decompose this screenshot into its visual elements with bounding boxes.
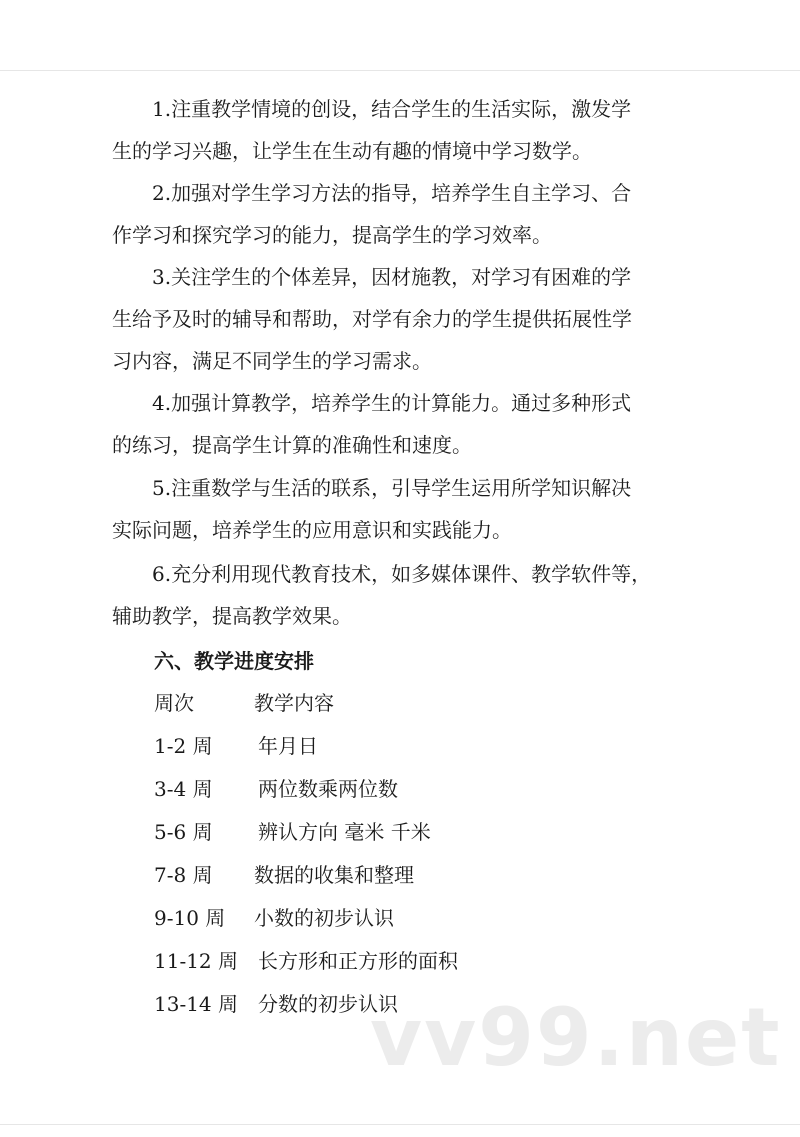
schedule-row bbox=[154, 725, 574, 768]
week-cell: 13-14 周 bbox=[154, 992, 239, 1016]
schedule-row bbox=[154, 768, 574, 811]
schedule-row bbox=[154, 811, 574, 854]
schedule-row bbox=[154, 854, 574, 897]
watermark: vv99.net bbox=[370, 991, 782, 1084]
content-cell: 长方形和正方形的面积 bbox=[258, 949, 458, 973]
content-cell: 分数的初步认识 bbox=[258, 992, 398, 1016]
content-column-header: 教学内容 bbox=[254, 691, 334, 715]
week-cell: 1-2 周 bbox=[154, 734, 213, 758]
paragraph-1 bbox=[112, 88, 692, 172]
week-cell: 3-4 周 bbox=[154, 777, 213, 801]
paragraph-line: 3.关注学生的个体差异，因材施教，对学习有困难的学 bbox=[152, 265, 632, 289]
paragraph-line: 的练习，提高学生计算的准确性和速度。 bbox=[112, 433, 472, 457]
week-cell: 7-8 周 bbox=[154, 863, 213, 887]
section-heading: 六、教学进度安排 bbox=[154, 649, 314, 673]
paragraph-5 bbox=[112, 467, 692, 551]
paragraph-line: 生的学习兴趣，让学生在生动有趣的情境中学习数学。 bbox=[112, 139, 592, 163]
paragraph-line: 4.加强计算教学，培养学生的计算能力。通过多种形式 bbox=[152, 391, 632, 415]
content-cell: 年月日 bbox=[258, 734, 318, 758]
paragraph-line: 1.注重教学情境的创设，结合学生的生活实际，激发学 bbox=[152, 97, 632, 121]
week-column-header: 周次 bbox=[154, 691, 194, 715]
paragraph-line: 5.注重数学与生活的联系，引导学生运用所学知识解决 bbox=[152, 476, 632, 500]
content-cell: 两位数乘两位数 bbox=[258, 777, 398, 801]
paragraph-3 bbox=[112, 256, 692, 382]
paragraph-line: 辅助教学，提高教学效果。 bbox=[112, 604, 352, 628]
content-cell: 辨认方向 毫米 千米 bbox=[258, 820, 431, 844]
schedule-table bbox=[154, 682, 574, 1026]
bottom-divider bbox=[0, 1124, 800, 1125]
paragraph-2 bbox=[112, 172, 692, 256]
paragraph-line: 生给予及时的辅导和帮助，对学有余力的学生提供拓展性学 bbox=[112, 307, 632, 331]
schedule-row bbox=[154, 897, 574, 940]
content-cell: 小数的初步认识 bbox=[254, 906, 394, 930]
week-cell: 9-10 周 bbox=[154, 906, 226, 930]
paragraph-4 bbox=[112, 382, 692, 466]
paragraph-line: 实际问题，培养学生的应用意识和实践能力。 bbox=[112, 518, 512, 542]
week-cell: 5-6 周 bbox=[154, 820, 213, 844]
paragraph-line: 作学习和探究学习的能力，提高学生的学习效率。 bbox=[112, 223, 552, 247]
content-cell: 数据的收集和整理 bbox=[254, 863, 414, 887]
schedule-header-row bbox=[154, 682, 574, 725]
top-divider bbox=[0, 70, 800, 71]
schedule-row bbox=[154, 940, 574, 983]
paragraph-line: 6.充分利用现代教育技术，如多媒体课件、教学软件等， bbox=[152, 562, 652, 586]
week-cell: 11-12 周 bbox=[154, 949, 239, 973]
paragraph-6 bbox=[112, 553, 692, 637]
paragraph-line: 习内容，满足不同学生的学习需求。 bbox=[112, 349, 432, 373]
paragraph-line: 2.加强对学生学习方法的指导，培养学生自主学习、合 bbox=[152, 181, 632, 205]
